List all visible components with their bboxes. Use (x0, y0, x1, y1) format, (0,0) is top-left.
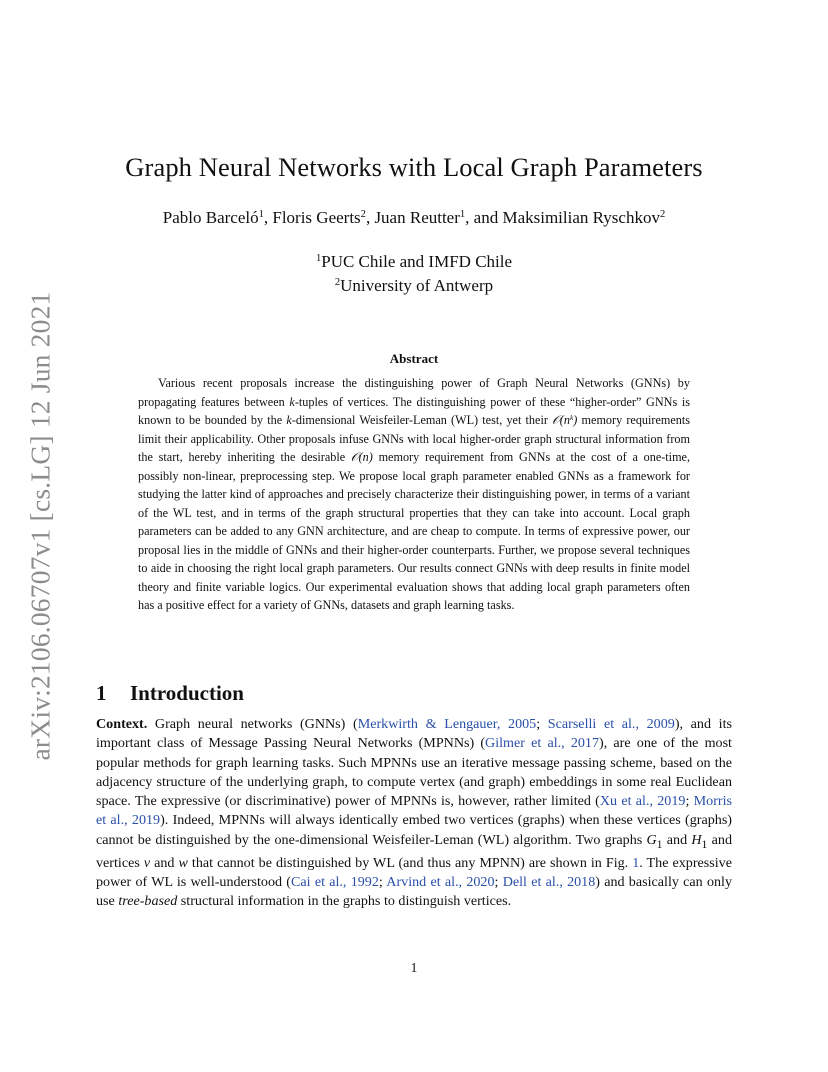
citation-link[interactable]: Scarselli et al., 2009 (547, 716, 675, 732)
body-text: ; (536, 716, 548, 732)
body-text: and (662, 831, 692, 848)
abstract-text: memory requirement from GNNs at the cost of a one-time, possibly non-linear, preprocessing step. We propose local graph parameter enabled GNNs as a framework for studying the latter kind of approaches and precisely characterize their distinguishing power, in terms of a variant of the WL test, and in terms of the graph structural properties that they can take into account. Local graph parameters can be added to any GNN architecture, and are cheap to compute. In terms of expressive power, our proposal lies in the middle of GNNs and their higher-order counterparts. Further, we propose several techniques to aide in choosing the right local graph parameters. Our results connect GNNs with deep results in finite model theory and finite variable logics. Our experimental evaluation shows that adding local graph parameters often has a positive effect for a variety of GNNs, datasets and graph learning tasks. (138, 450, 691, 612)
author-separator: , (365, 208, 375, 227)
citation-link[interactable]: Cai et al., 1992 (291, 874, 379, 891)
affiliation-line (0, 252, 828, 272)
citation-link[interactable]: Merkwirth & Lengauer, 2005 (357, 716, 537, 732)
math-superscript: k (569, 412, 574, 422)
body-text: Graph neural networks (GNNs) ( (147, 716, 358, 732)
author-name: Pablo Barceló (162, 208, 259, 227)
abstract-text: -dimensional Weisfeiler-Leman (WL) test, yet their (291, 413, 553, 427)
affiliation-mark: 1 (258, 209, 264, 221)
author-separator: , (263, 208, 273, 227)
figure-link[interactable]: 1 (632, 854, 640, 871)
section-heading (96, 681, 244, 706)
citation-link[interactable]: Arvind et al., 2020 (386, 874, 495, 891)
body-text: and (150, 854, 179, 871)
body-text: ). Indeed, MPNNs will always identically embed two vertices (graphs) when these vertices (graphs) cannot be distinguished by the one-dimensional Weisfeiler-Leman (WL) algorithm. Two graphs (96, 812, 732, 848)
section-number: 1 (96, 681, 107, 705)
body-text: ; (378, 874, 387, 891)
body-text: structural information in the graphs to distinguish vertices. (177, 893, 512, 910)
author-name: Floris Geerts (272, 208, 361, 227)
author-name: Maksimilian Ryschkov (502, 208, 660, 227)
emphasis-text: tree-based (118, 893, 178, 910)
abstract-heading: Abstract (389, 351, 439, 366)
math-subscript: 1 (656, 837, 663, 851)
affiliation-line (0, 276, 828, 296)
body-text: . The expressive power of WL is well-understood ( (96, 854, 732, 891)
author-list (0, 208, 828, 228)
math-symbol: H (691, 831, 702, 848)
arxiv-identifier-text: arXiv:2106.06707v1 [cs.LG] 12 Jun 2021 (24, 291, 55, 761)
affiliation-mark: 2 (360, 209, 366, 221)
math-symbol: v (143, 854, 151, 871)
paragraph-lead: Context. (96, 716, 148, 732)
body-text: and vertices (96, 831, 732, 871)
math-text: ) (573, 413, 578, 427)
citation-link[interactable]: Xu et al., 2019 (599, 793, 686, 810)
paper-title: Graph Neural Networks with Local Graph Parameters (125, 152, 703, 182)
affiliation-mark: 2 (659, 209, 666, 221)
page-number: 1 (410, 960, 418, 975)
citation-link[interactable]: Morris et al., 2019 (96, 793, 732, 829)
abstract-text: memory requirements limit their applicability. Other proposals infuse GNNs with local higher-order graph structural information from the start, hereby inheriting the desirable (138, 413, 690, 464)
intro-paragraph (96, 715, 732, 912)
affiliation-mark: 2 (334, 277, 341, 289)
affiliation-mark: 1 (459, 209, 466, 221)
body-text: ; (494, 874, 503, 891)
abstract-paragraph (138, 374, 690, 615)
citation-link[interactable]: Dell et al., 2018 (502, 874, 596, 891)
author-separator: , and (465, 208, 503, 227)
body-text: that cannot be distinguished by WL (and thus any MPNN) are shown in Fig. (187, 854, 633, 871)
abstract-text: -tuples of vertices. The distinguishing power of these “higher-order” GNNs is known to be bounded by the (138, 394, 690, 427)
body-text: ), are one of the most popular methods for graph learning tasks. Such MPNNs use an iterative message passing scheme, based on the adjacency structure of the underlying graph, to compute vertex (and graph) embeddings in some real Euclidean space. The expressive (or discriminative) power of MPNNs is, however, rather limited ( (96, 735, 732, 810)
affiliation-name: PUC Chile and IMFD Chile (321, 252, 513, 271)
section-title: Introduction (130, 681, 244, 705)
math-text: 𝒪(n (552, 413, 570, 427)
math-symbol: G (646, 831, 657, 848)
affiliation-name: University of Antwerp (340, 276, 494, 295)
affiliation-mark: 1 (315, 253, 322, 265)
author-name: Juan Reutter (374, 208, 460, 227)
math-symbol: k (286, 413, 292, 427)
body-text: ; (685, 793, 694, 810)
body-text: ), and its important class of Message Passing Neural Networks (MPNNs) ( (96, 716, 732, 752)
math-subscript: 1 (701, 837, 708, 851)
math-expression (552, 413, 577, 427)
math-symbol: w (178, 854, 188, 871)
abstract-text: Various recent proposals increase the distinguishing power of Graph Neural Networks (GNNs) by propagating features between (138, 376, 690, 409)
math-symbol: k (289, 394, 295, 409)
citation-link[interactable]: Gilmer et al., 2017 (485, 735, 600, 752)
body-text: ) and basically can only use (96, 874, 733, 910)
math-expression: 𝒪(n) (350, 450, 373, 464)
